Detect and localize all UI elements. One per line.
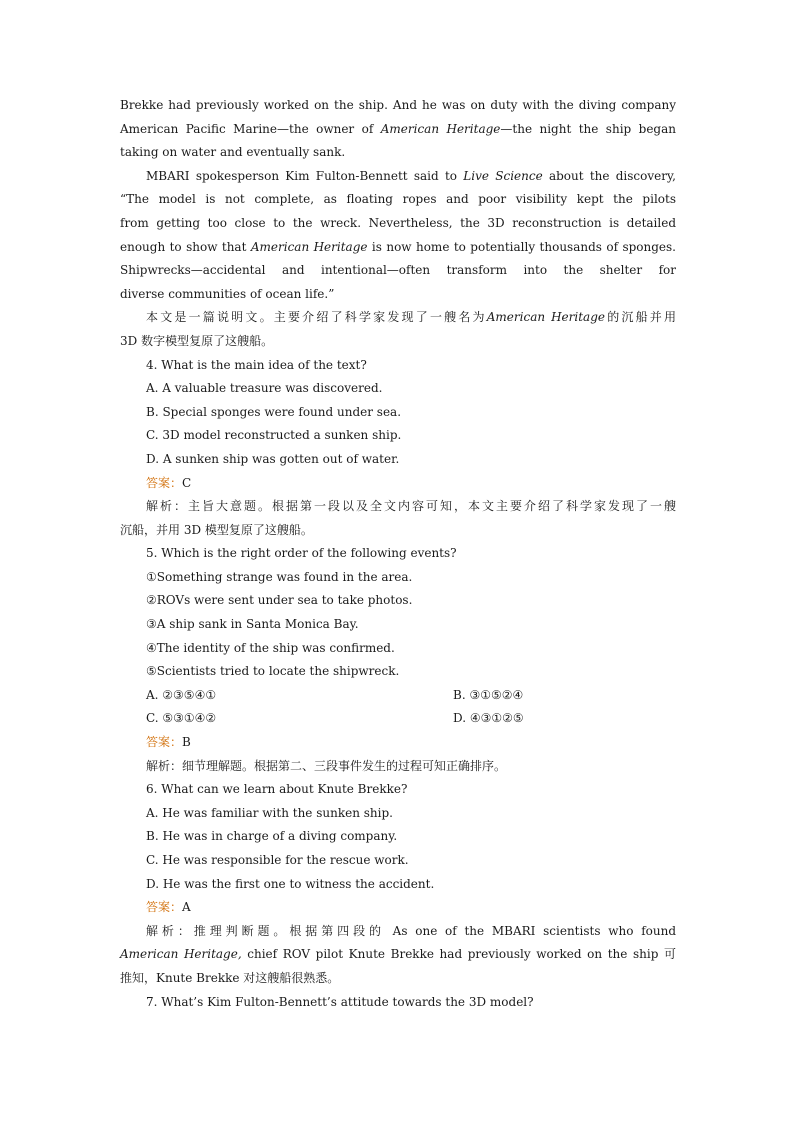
passage-line <box>120 165 676 189</box>
question-stem: 6. What can we learn about Knute Brekke? <box>146 782 408 797</box>
text: taking on water and eventually sank. <box>120 145 346 160</box>
ship-name: American Heritage, <box>120 947 242 962</box>
answer <box>120 472 676 496</box>
answer-value: B <box>182 735 191 750</box>
summary-line <box>120 306 676 330</box>
event-item: ③A ship sank in Santa Monica Bay. <box>146 617 359 632</box>
option-b: B. He was in charge of a diving company. <box>146 829 398 844</box>
option-d: D. He was the first one to witness the accident. <box>146 876 435 891</box>
publication-name: Live Science <box>463 168 543 183</box>
ship-name: American Heritage <box>250 239 368 254</box>
option-c: C. He was responsible for the rescue work. <box>146 853 409 867</box>
event-item: ⑤Scientists tried to locate the shipwreck. <box>146 664 400 679</box>
passage-line <box>120 283 676 307</box>
text: enough to show that <box>120 239 251 254</box>
summary-line <box>120 330 676 354</box>
option-a: A. He was familiar with the sunken ship. <box>146 805 393 820</box>
passage-line <box>120 188 676 212</box>
option-a: A. ②③⑤④① <box>146 687 217 702</box>
question-stem: 5. Which is the right order of the following events? <box>146 546 457 561</box>
text: —the night the ship began <box>500 121 676 136</box>
analysis-line: 解析：主旨大意题。根据第一段以及全文内容可知，本文主要介绍了科学家发现了一艘 <box>146 499 676 514</box>
answer-label: 答案： <box>146 900 183 915</box>
answer <box>120 896 676 920</box>
passage-line <box>120 236 676 260</box>
option-c: C. 3D model reconstructed a sunken ship. <box>146 428 402 443</box>
analysis-line: 推知，Knute Brekke 对这艘船很熟悉。 <box>120 970 340 985</box>
text: Brekke had previously worked on the ship. And he was on duty with the diving company <box>120 98 676 112</box>
ship-name: American Heritage <box>380 121 501 136</box>
text: MBARI spokesperson Kim Fulton-Bennett said to <box>146 168 464 183</box>
passage-line <box>120 94 676 118</box>
event-item: ①Something strange was found in the area. <box>146 569 413 584</box>
text: Shipwrecks—accidental and intentional—often transform into the shelter for <box>120 263 676 278</box>
passage-line <box>120 118 676 142</box>
text: chief ROV pilot Knute Brekke had previously worked on the ship 可 <box>241 947 676 962</box>
text: is now home to potentially thousands of sponges. <box>367 239 676 254</box>
text: from getting too close to the wreck. Nevertheless, the 3D reconstruction is detailed <box>120 215 676 230</box>
text: American Pacific Marine—the owner of <box>120 121 381 136</box>
text: “The model is not complete, as floating ropes and poor visibility kept the pilots <box>120 192 676 207</box>
option-b: B. ③①⑤②④ <box>453 687 524 702</box>
text: diverse communities of ocean life.” <box>120 286 335 301</box>
text: 3D 数字模型复原了这艘船。 <box>120 333 274 348</box>
option-d: D. ④③①②⑤ <box>453 711 524 726</box>
passage-line <box>120 259 676 283</box>
document-page <box>120 94 676 1014</box>
question-stem: 4. What is the main idea of the text? <box>146 357 367 372</box>
passage-line <box>120 141 676 165</box>
analysis-line <box>120 943 676 967</box>
answer-label: 答案： <box>146 735 183 750</box>
option-b: B. Special sponges were found under sea. <box>146 404 402 419</box>
analysis-line: 解析：细节理解题。根据第二、三段事件发生的过程可知正确排序。 <box>146 758 507 773</box>
answer-value: C <box>182 475 192 490</box>
ship-name: American Heritage <box>486 310 605 325</box>
analysis-line: 沉船，并用 3D 模型复原了这艘船。 <box>120 522 313 537</box>
option-c: C. ⑤③①④② <box>146 711 217 726</box>
answer-value: A <box>182 900 191 915</box>
option-d: D. A sunken ship was gotten out of water. <box>146 451 400 466</box>
analysis-line: 解析：推理判断题。根据第四段的 As one of the MBARI scientists who found <box>146 923 676 938</box>
text: 本文是一篇说明文。主要介绍了科学家发现了一艘名为 <box>146 310 487 325</box>
text: about the discovery, <box>542 168 676 183</box>
answer <box>120 731 676 755</box>
event-item: ④The identity of the ship was confirmed. <box>146 640 395 655</box>
option-row <box>120 684 676 708</box>
answer-label: 答案： <box>146 475 183 490</box>
question-stem: 7. What’s Kim Fulton-Bennett’s attitude towards the 3D model? <box>146 994 534 1009</box>
text: 的沉船并用 <box>605 310 676 325</box>
event-item: ②ROVs were sent under sea to take photos. <box>146 593 413 608</box>
option-a: A. A valuable treasure was discovered. <box>146 381 383 396</box>
passage-line <box>120 212 676 236</box>
option-row <box>120 707 676 731</box>
